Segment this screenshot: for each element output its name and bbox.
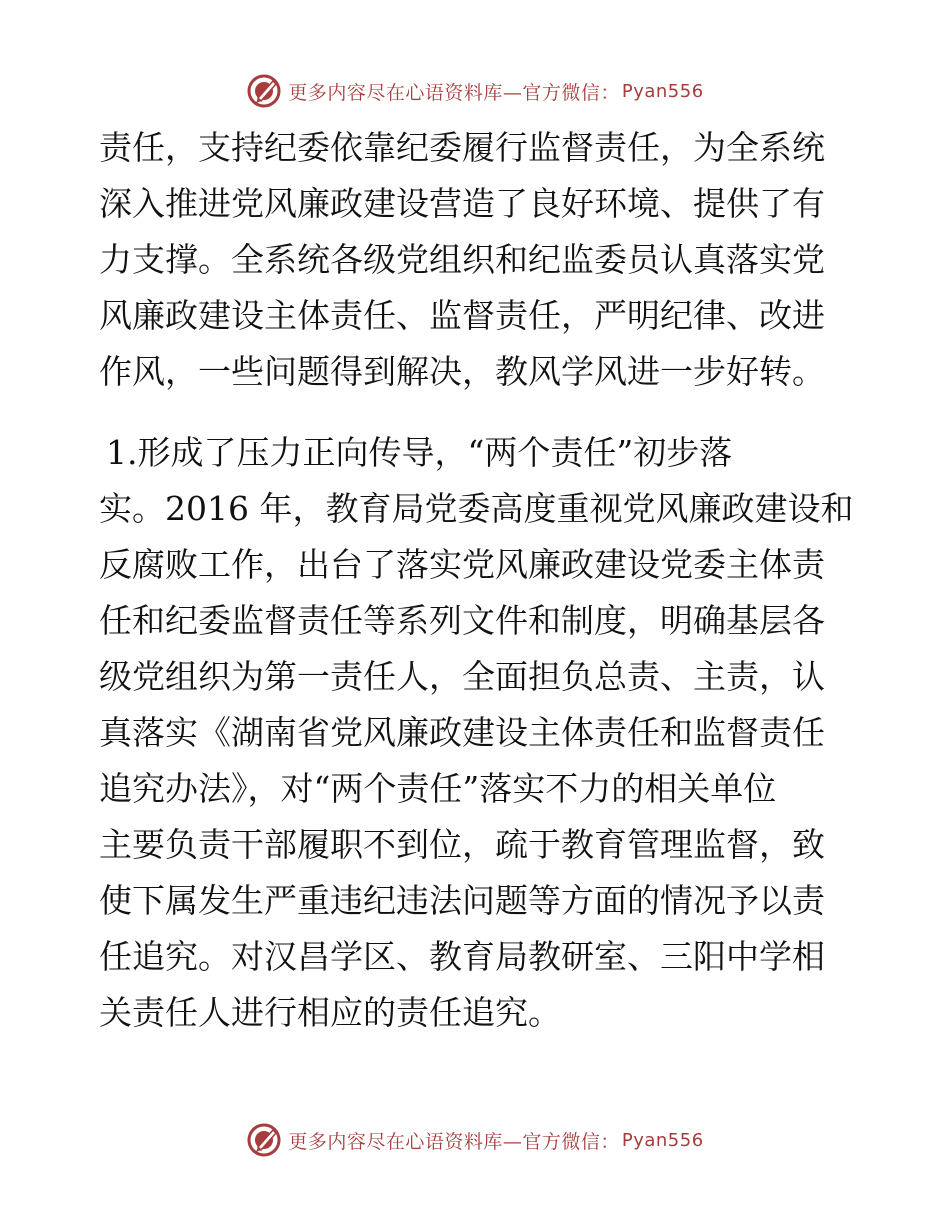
header-watermark	[0, 71, 950, 111]
footer-watermark	[0, 1120, 950, 1160]
text-line: 作风，一些问题得到解决，教风学风进一步好转。	[99, 352, 825, 391]
text-line: 使下属发生严重违纪违法问题等方面的情况予以责	[99, 881, 825, 920]
text-line: 关责任人进行相应的责任追究。	[99, 993, 561, 1032]
watermark-code: Pyan556	[621, 80, 704, 102]
text-line: 反腐败工作，出台了落实党风廉政建设党委主体责	[99, 545, 825, 584]
text-line: 真落实《湖南省党风廉政建设主体责任和监督责任	[99, 713, 825, 752]
text-line: 风廉政建设主体责任、监督责任，严明纪律、改进	[99, 296, 825, 335]
pen-logo-icon	[246, 73, 282, 109]
watermark-text: 更多内容尽在心语资料库—官方微信：	[288, 1130, 620, 1153]
text-line: 任追究。对汉昌学区、教育局教研室、三阳中学相	[99, 937, 825, 976]
text-line: 级党组织为第一责任人，全面担负总责、主责，认	[99, 657, 825, 696]
text-line: 任和纪委监督责任等系列文件和制度，明确基层各	[99, 601, 825, 640]
pen-logo-icon	[246, 1122, 282, 1158]
watermark-text: 更多内容尽在心语资料库—官方微信：	[288, 81, 620, 104]
paragraph-2	[99, 425, 859, 1041]
text-line: 力支撑。全系统各级党组织和纪监委员认真落实党	[99, 240, 825, 279]
section-heading-line: 1.形成了压力正向传导，“两个责任”初步落	[106, 433, 733, 472]
text-line: 主要负责干部履职不到位，疏于教育管理监督，致	[99, 825, 825, 864]
watermark-code: Pyan556	[621, 1129, 704, 1151]
paragraph-1	[99, 120, 859, 400]
text-line: 深入推进党风廉政建设营造了良好环境、提供了有	[99, 184, 825, 223]
text-line: 实。2016 年，教育局党委高度重视党风廉政建设和	[99, 489, 854, 528]
text-line: 追究办法》，对“两个责任”落实不力的相关单位	[99, 769, 777, 808]
text-line: 责任，支持纪委依靠纪委履行监督责任，为全系统	[99, 128, 825, 167]
